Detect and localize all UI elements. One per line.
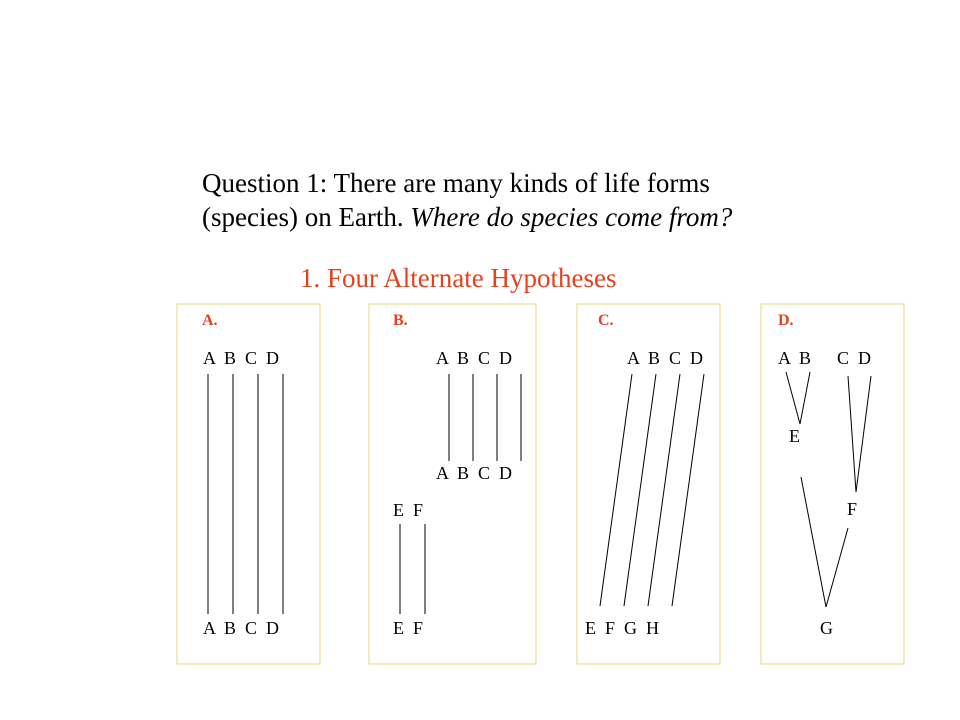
panel-c-top-labels: A B C D	[627, 348, 704, 368]
panel-d-node-e: E	[789, 426, 800, 446]
panel-a	[177, 304, 320, 664]
panel-b-pair-labels: E F	[393, 500, 424, 520]
panel-d-branch-e	[801, 477, 826, 607]
panel-d-heading: D.	[778, 312, 794, 329]
panel-d-node-g: G	[820, 618, 833, 638]
panel-b-heading: B.	[393, 312, 408, 329]
panel-b	[369, 304, 536, 664]
panel-d-branch-f	[826, 528, 848, 607]
panel-b-bottom-labels: E F	[393, 618, 424, 638]
panel-d-branch-b	[800, 372, 810, 424]
question-line-2-text: (species) on Earth.	[202, 202, 411, 232]
panel-d	[761, 304, 904, 664]
panel-b-top-labels: A B C D	[436, 348, 513, 368]
panel-d-branch-d	[856, 376, 871, 492]
panel-c-lineage-a	[600, 374, 632, 606]
panel-c-lineage-d	[672, 374, 704, 606]
panel-c-lineage-b	[624, 374, 656, 606]
panel-c-lineage-c	[648, 374, 680, 606]
panel-d-branch-a	[786, 372, 800, 424]
panel-c-bottom-labels: E F G H	[585, 618, 660, 638]
question-line-1: Question 1: There are many kinds of life forms	[202, 168, 710, 198]
panel-d-top-left-labels: A B	[778, 348, 812, 368]
panel-d-branch-c	[848, 376, 856, 492]
panel-a-heading: A.	[202, 312, 218, 329]
panel-b-middle-labels: A B C D	[436, 463, 513, 483]
question-line-2-italic: Where do species come from?	[410, 202, 733, 232]
subtitle: 1. Four Alternate Hypotheses	[300, 263, 617, 293]
panel-c-heading: C.	[598, 312, 614, 329]
panel-c	[577, 304, 720, 664]
panel-a-top-labels: A B C D	[203, 348, 280, 368]
panel-d-top-right-labels: C D	[837, 348, 872, 368]
panel-a-bottom-labels: A B C D	[203, 618, 280, 638]
panel-d-node-f: F	[847, 499, 858, 519]
